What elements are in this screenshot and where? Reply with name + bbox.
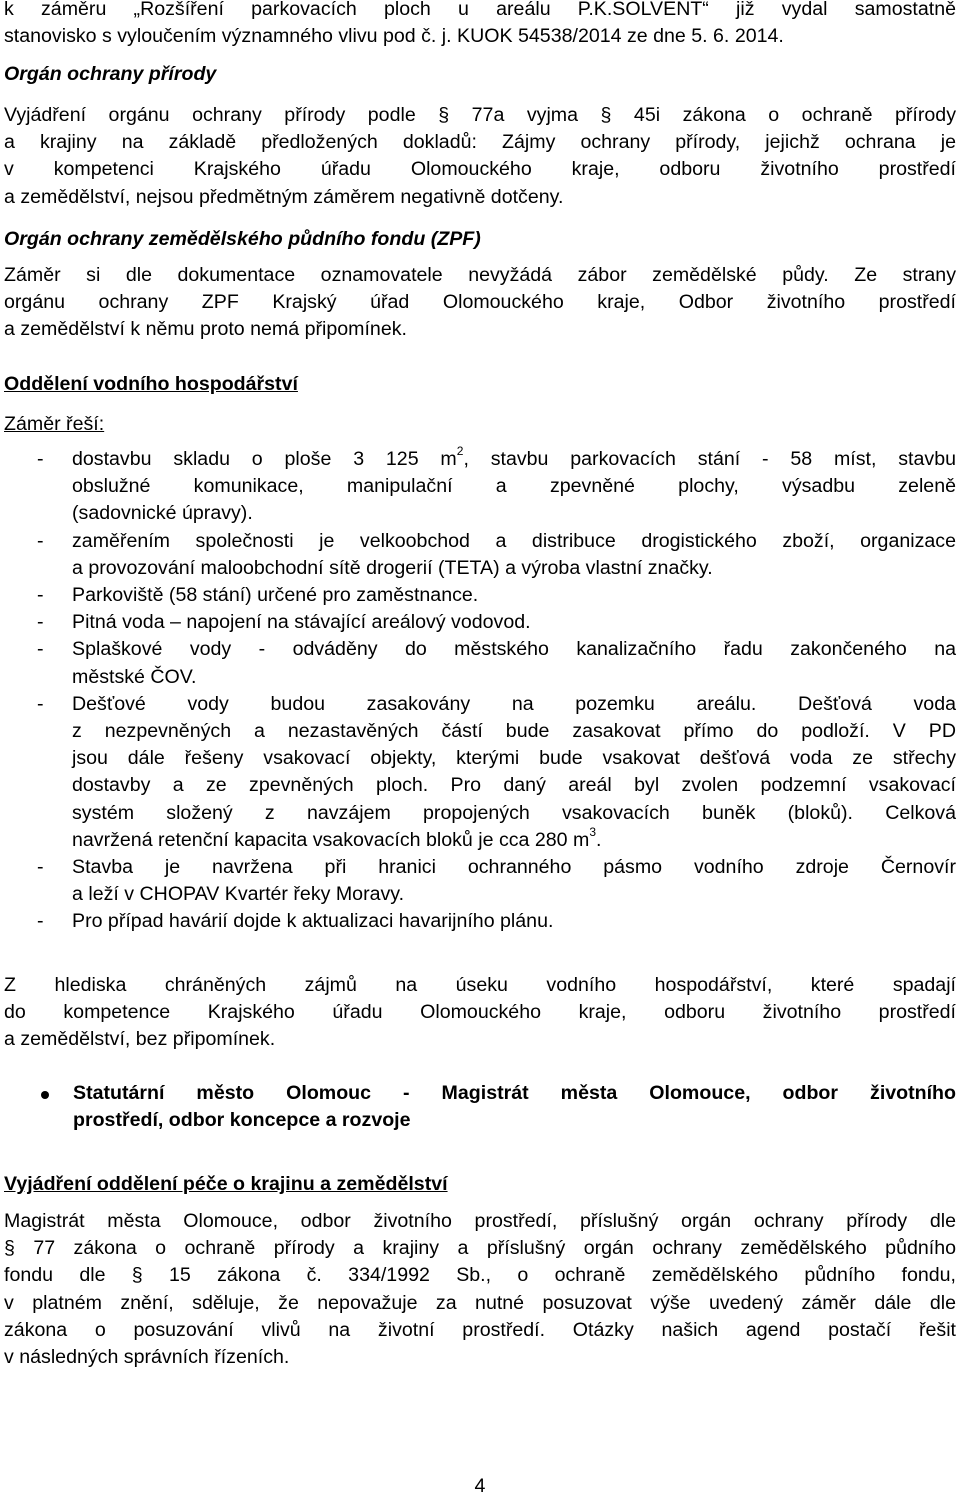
text-line: Magistrát města Olomouce, odbor životního prostředí, příslušný orgán ochrany přírody dle — [4, 1210, 956, 1232]
olomouc-paragraph — [4, 1208, 956, 1371]
nature-protection-heading: Orgán ochrany přírody — [4, 63, 217, 85]
list-dash: - — [37, 448, 44, 470]
text-line: a zemědělství k němu proto nemá připomínek. — [4, 318, 407, 341]
text-line: zákona o posuzování vlivů na životní prostředí. Otázky našich agend postačí řešit — [4, 1318, 956, 1341]
text-line: § 77 zákona o ochraně přírody a krajiny a příslušný orgán ochrany zemědělského půdního — [4, 1237, 956, 1260]
zpf-paragraph — [4, 262, 956, 344]
water-management-subheading: Záměr řeší: — [4, 413, 105, 435]
list-item — [4, 582, 956, 609]
list-dash: - — [37, 638, 44, 661]
text-line: navržená retenční kapacita vsakovacích bloků je cca 280 $m^3$. — [72, 825, 602, 851]
text-line: Z hlediska chráněných zájmů na úseku vodního hospodářství, které spadají — [4, 974, 956, 996]
list-dash: - — [37, 692, 44, 715]
list-dash: - — [37, 529, 44, 552]
olomouc-bullet-heading — [4, 1080, 956, 1134]
text-line: jsou dále řešeny vsakovací objekty, kterými bude vsakovat dešťová voda ze střechy — [72, 747, 956, 770]
text-line: do kompetence Krajského úřadu Olomouckého kraje, odboru životního prostředí — [4, 1001, 956, 1024]
text-line: orgánu ochrany ZPF Krajský úřad Olomouckého kraje, Odbor životního prostředí — [4, 291, 956, 314]
text-line: městské ČOV. — [72, 665, 197, 688]
text-line: v platném znění, sděluje, že nepovažuje za nutné posuzovat výše uvedený záměr dále dle — [4, 1291, 956, 1314]
text-line: Vyjádření orgánu ochrany přírody podle § 77a vyjma § 45i zákona o ochraně přírody — [4, 104, 956, 126]
water-management-heading: Oddělení vodního hospodářství — [4, 373, 298, 395]
list-item — [4, 854, 956, 908]
intro-paragraph — [4, 0, 956, 50]
text-line: Pro případ havárií dojde k aktualizaci havarijního plánu. — [72, 910, 554, 933]
list-item — [4, 528, 956, 582]
text-line: Dešťové vody budou zasakovány na pozemku areálu. Dešťová voda — [72, 692, 956, 715]
list-dash: - — [37, 910, 44, 933]
text-line: v kompetenci Krajského úřadu Olomouckého kraje, odboru životního prostředí — [4, 158, 956, 181]
text-line: a provozování maloobchodní sítě drogerií (TETA) a výroba vlastní značky. — [72, 556, 713, 579]
bullet-icon — [41, 1091, 49, 1099]
text-line: Splaškové vody - odváděny do městského kanalizačního řadu zakončeného na — [72, 638, 956, 661]
text-line: Parkoviště (58 stání) určené pro zaměstnance. — [72, 584, 479, 607]
text-line: Záměr si dle dokumentace oznamovatele nevyžádá zábor zemědělské půdy. Ze strany — [4, 264, 956, 286]
text-line: zaměřením společnosti je velkoobchod a distribuce drogistického zboží, organizace — [72, 529, 956, 552]
water-items-list — [4, 446, 956, 936]
list-item — [4, 908, 956, 935]
text-line: a krajiny na základě předložených dokladů: Zájmy ochrany přírody, jejichž ochrana je — [4, 131, 956, 154]
text-line: stanovisko s vyloučením významného vlivu pod č. j. KUOK 54538/2014 ze dne 5. 6. 2014. — [4, 25, 784, 48]
text-line: z nezpevněných a nezastavěných částí bude zasakovat přímo do podloží. V PD — [72, 720, 956, 743]
list-item — [4, 446, 956, 528]
list-item — [4, 636, 956, 690]
landscape-care-heading: Vyjádření oddělení péče o krajinu a zemědělství — [4, 1173, 448, 1195]
text-line: a zemědělství, bez připomínek. — [4, 1028, 276, 1051]
text-line: Pitná voda – napojení na stávající areálový vodovod. — [72, 611, 531, 634]
nature-protection-paragraph — [4, 102, 956, 211]
text-line: Stavba je navržena při hranici ochranného pásmo vodního zdroje Černovír — [72, 856, 956, 879]
text-line: systém složený z navzájem propojených vsakovacích buněk (bloků). Celková — [72, 801, 956, 824]
text-line: a zemědělství, nejsou předmětným záměrem negativně dotčeny. — [4, 185, 564, 208]
text-line: prostředí, odbor koncepce a rozvoje — [73, 1109, 411, 1132]
list-dash: - — [37, 584, 44, 607]
list-dash: - — [37, 856, 44, 879]
page-number: 4 — [474, 1475, 486, 1497]
text-line: fondu dle § 15 zákona č. 334/1992 Sb., o ochraně zemědělského půdního fondu, — [4, 1264, 956, 1287]
text-line: dostavby a ze zpevněných ploch. Pro daný areál byl zvolen podzemní vsakovací — [72, 774, 956, 797]
text-line: (sadovnické úpravy). — [72, 502, 253, 525]
list-dash: - — [37, 611, 44, 634]
list-item — [4, 609, 956, 636]
text-line: a leží v CHOPAV Kvartér řeky Moravy. — [72, 883, 405, 906]
text-line: obslužné komunikace, manipulační a zpevněné plochy, výsadbu zeleně — [72, 475, 956, 498]
text-line: v následných správních řízeních. — [4, 1346, 290, 1369]
zpf-heading: Orgán ochrany zemědělského půdního fondu (ZPF) — [4, 228, 481, 250]
text-line: dostavbu skladu o ploše 3 125 $m^2$, stavbu parkovacích stání - 58 míst, stavbu — [72, 444, 956, 470]
water-conclusion-paragraph — [4, 972, 956, 1054]
list-item — [4, 691, 956, 854]
text-line: Statutární město Olomouc - Magistrát města Olomouce, odbor životního — [73, 1082, 956, 1104]
text-line: k záměru „Rozšíření parkovacích ploch u areálu P.K.SOLVENT“ již vydal samostatně — [4, 0, 956, 20]
